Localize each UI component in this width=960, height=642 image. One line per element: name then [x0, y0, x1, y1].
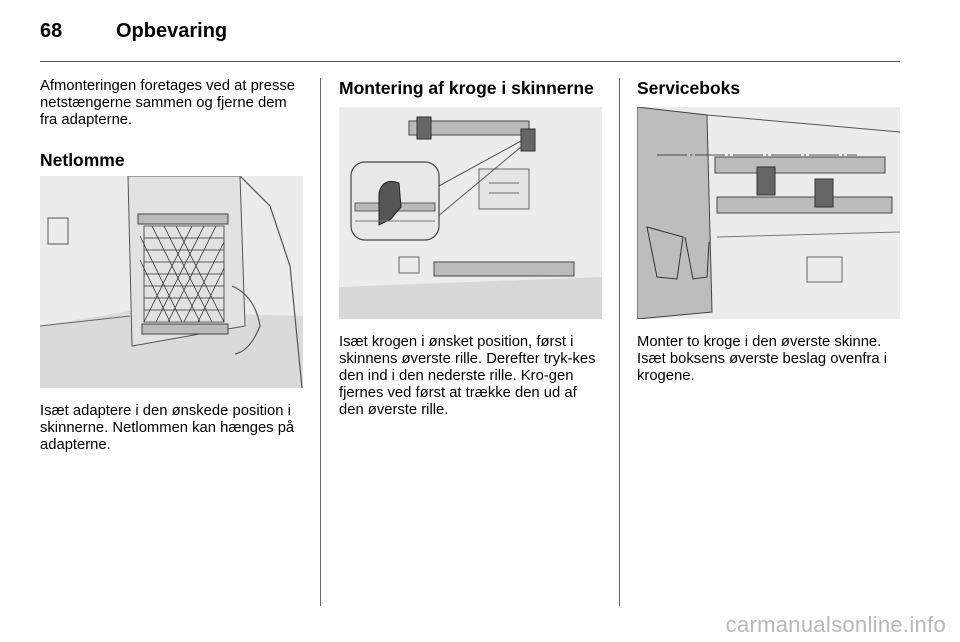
- page-header: [40, 18, 900, 62]
- header-rule: [40, 61, 900, 62]
- netlomme-heading: Netlomme: [40, 150, 125, 170]
- column-kroge: [339, 78, 603, 418]
- service-box-drawing: [637, 107, 900, 319]
- column-divider: [320, 78, 321, 606]
- netlomme-illustration: [40, 176, 303, 388]
- netlomme-caption: Isæt adaptere i den ønskede position i skinnerne. Netlommen kan hænges på adapterne.: [40, 403, 295, 453]
- section-title: Opbevaring: [116, 20, 228, 42]
- cargo-net-drawing: [40, 176, 303, 388]
- kroge-caption: Isæt krogen i ønsket position, først i skinnens øverste rille. Derefter tryk-kes den ind i den nederste rille. Kro-gen fjernes ved først at trække den ud af den øverste rille.: [339, 334, 596, 418]
- column-serviceboks: [637, 78, 901, 384]
- column-divider: [619, 78, 620, 606]
- serviceboks-illustration: [637, 107, 900, 319]
- kroge-illustration: [339, 107, 602, 319]
- serviceboks-caption: Monter to kroge i den øverste skinne. Isæt boksens øverste beslag ovenfra i krogene.: [637, 334, 888, 384]
- serviceboks-heading: Serviceboks: [637, 78, 741, 98]
- intro-paragraph: Afmonteringen foretages ved at presse netstængerne sammen og fjerne dem fra adapterne.: [40, 78, 295, 128]
- watermark: carmanualsonline.info: [725, 612, 946, 637]
- page-number: 68: [40, 20, 63, 42]
- kroge-heading: Montering af kroge i skinnerne: [339, 78, 594, 98]
- column-netlomme: [40, 78, 304, 453]
- hook-rail-drawing: [339, 107, 602, 319]
